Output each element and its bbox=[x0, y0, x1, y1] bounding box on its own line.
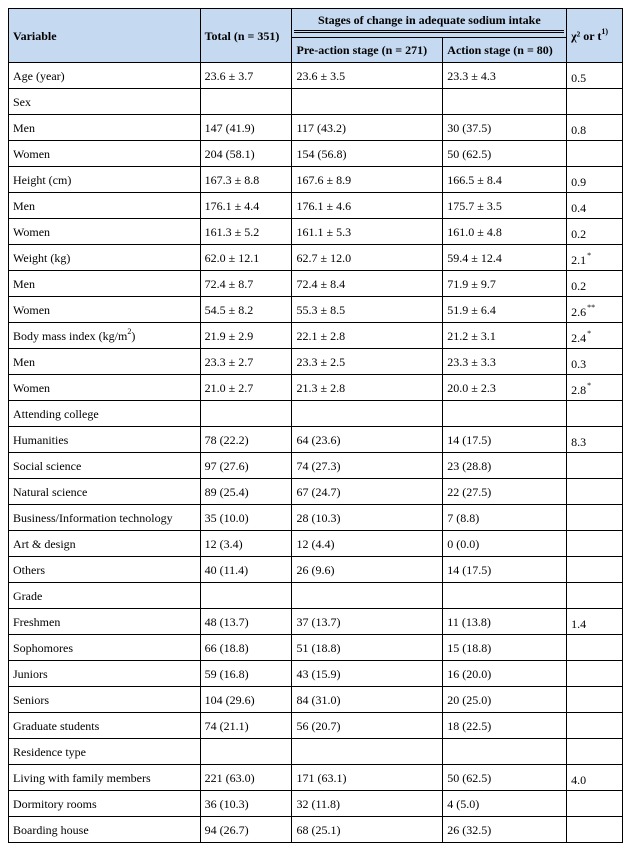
cell-statistic-value: 4.0 bbox=[571, 772, 587, 787]
table-row bbox=[9, 583, 623, 609]
cell-total: 59 (16.8) bbox=[200, 661, 292, 687]
cell-variable-text: Residence type bbox=[13, 744, 86, 759]
cell-total: 21.0 ± 2.7 bbox=[200, 375, 292, 401]
cell-pre-action: 51 (18.8) bbox=[292, 635, 443, 661]
header-stages-group-label: Stages of change in adequate sodium intake bbox=[294, 13, 564, 33]
cell-variable-text: Graduate students bbox=[13, 718, 100, 733]
cell-statistic bbox=[567, 401, 623, 427]
table-row bbox=[9, 713, 623, 739]
table-row bbox=[9, 271, 623, 297]
cell-total: 72.4 ± 8.7 bbox=[200, 271, 292, 297]
cell-variable bbox=[9, 375, 201, 401]
cell-variable-text: Sophomores bbox=[13, 640, 73, 655]
cell-statistic bbox=[567, 297, 623, 323]
cell-variable bbox=[9, 453, 201, 479]
cell-statistic bbox=[567, 375, 623, 401]
cell-pre-action: 22.1 ± 2.8 bbox=[292, 323, 443, 349]
cell-action: 175.7 ± 3.5 bbox=[443, 193, 567, 219]
cell-pre-action: 67 (24.7) bbox=[292, 479, 443, 505]
cell-statistic bbox=[567, 349, 623, 375]
cell-total: 167.3 ± 8.8 bbox=[200, 167, 292, 193]
cell-variable-suffix: ) bbox=[131, 328, 136, 343]
cell-pre-action: 23.6 ± 3.5 bbox=[292, 63, 443, 89]
cell-action: 0 (0.0) bbox=[443, 531, 567, 557]
cell-action: 23.3 ± 4.3 bbox=[443, 63, 567, 89]
cell-total: 48 (13.7) bbox=[200, 609, 292, 635]
cell-significance-marker: ** bbox=[587, 302, 596, 312]
cell-variable bbox=[9, 791, 201, 817]
cell-statistic-value: 0.3 bbox=[571, 356, 587, 371]
table-row bbox=[9, 453, 623, 479]
table-row bbox=[9, 349, 623, 375]
table-row bbox=[9, 557, 623, 583]
cell-pre-action bbox=[292, 89, 443, 115]
cell-variable bbox=[9, 141, 201, 167]
header-statistic-label: χ² or t bbox=[571, 28, 602, 43]
cell-variable bbox=[9, 193, 201, 219]
cell-variable-text: Boarding house bbox=[13, 822, 89, 837]
cell-total: 12 (3.4) bbox=[200, 531, 292, 557]
table-row bbox=[9, 479, 623, 505]
cell-action: 14 (17.5) bbox=[443, 427, 567, 453]
cell-action: 4 (5.0) bbox=[443, 791, 567, 817]
cell-pre-action: 64 (23.6) bbox=[292, 427, 443, 453]
cell-total: 176.1 ± 4.4 bbox=[200, 193, 292, 219]
cell-pre-action: 72.4 ± 8.4 bbox=[292, 271, 443, 297]
cell-total bbox=[200, 739, 292, 765]
table-row bbox=[9, 141, 623, 167]
cell-total: 36 (10.3) bbox=[200, 791, 292, 817]
cell-variable-text: Juniors bbox=[13, 666, 48, 681]
cell-variable bbox=[9, 297, 201, 323]
cell-action: 23 (28.8) bbox=[443, 453, 567, 479]
cell-total: 35 (10.0) bbox=[200, 505, 292, 531]
cell-variable-text: Freshmen bbox=[13, 614, 61, 629]
cell-variable bbox=[9, 219, 201, 245]
cell-variable-text: Men bbox=[13, 120, 35, 135]
cell-statistic-value: 1.4 bbox=[571, 616, 587, 631]
cell-statistic-value: 0.2 bbox=[571, 226, 587, 241]
cell-pre-action: 68 (25.1) bbox=[292, 817, 443, 843]
cell-statistic-value: 0.8 bbox=[571, 122, 587, 137]
cell-statistic bbox=[567, 687, 623, 713]
cell-total: 40 (11.4) bbox=[200, 557, 292, 583]
cell-variable bbox=[9, 765, 201, 791]
cell-variable bbox=[9, 713, 201, 739]
cell-pre-action: 23.3 ± 2.5 bbox=[292, 349, 443, 375]
cell-action: 71.9 ± 9.7 bbox=[443, 271, 567, 297]
cell-total: 23.6 ± 3.7 bbox=[200, 63, 292, 89]
cell-variable bbox=[9, 349, 201, 375]
cell-action: 16 (20.0) bbox=[443, 661, 567, 687]
header-variable: Variable bbox=[9, 9, 201, 63]
cell-variable bbox=[9, 479, 201, 505]
cell-variable-text: Women bbox=[13, 380, 51, 395]
table-row bbox=[9, 609, 623, 635]
cell-variable-text: Sex bbox=[13, 94, 31, 109]
cell-variable-text: Men bbox=[13, 276, 35, 291]
table-row bbox=[9, 635, 623, 661]
cell-variable bbox=[9, 401, 201, 427]
cell-variable bbox=[9, 89, 201, 115]
cell-statistic bbox=[567, 479, 623, 505]
cell-variable bbox=[9, 661, 201, 687]
cell-action: 14 (17.5) bbox=[443, 557, 567, 583]
cell-statistic bbox=[567, 245, 623, 271]
cell-variable-text: Women bbox=[13, 146, 51, 161]
table-row bbox=[9, 739, 623, 765]
cell-variable bbox=[9, 323, 201, 349]
cell-variable-text: Age (year) bbox=[13, 68, 65, 83]
cell-action: 20.0 ± 2.3 bbox=[443, 375, 567, 401]
cell-variable-superscript: 2 bbox=[127, 326, 132, 336]
cell-variable-text: Body mass index (kg/m bbox=[13, 328, 128, 343]
cell-statistic-value: 0.9 bbox=[571, 174, 587, 189]
cell-total: 221 (63.0) bbox=[200, 765, 292, 791]
cell-variable-text: Grade bbox=[13, 588, 43, 603]
cell-action: 11 (13.8) bbox=[443, 609, 567, 635]
cell-significance-marker: * bbox=[587, 250, 592, 260]
cell-pre-action: 161.1 ± 5.3 bbox=[292, 219, 443, 245]
cell-statistic bbox=[567, 765, 623, 791]
cell-total: 161.3 ± 5.2 bbox=[200, 219, 292, 245]
cell-action: 20 (25.0) bbox=[443, 687, 567, 713]
cell-total: 204 (58.1) bbox=[200, 141, 292, 167]
cell-total bbox=[200, 401, 292, 427]
cell-pre-action bbox=[292, 739, 443, 765]
cell-action: 50 (62.5) bbox=[443, 141, 567, 167]
cell-pre-action: 43 (15.9) bbox=[292, 661, 443, 687]
table-row bbox=[9, 687, 623, 713]
cell-variable-text: Natural science bbox=[13, 484, 88, 499]
table-row bbox=[9, 167, 623, 193]
cell-pre-action: 37 (13.7) bbox=[292, 609, 443, 635]
cell-variable bbox=[9, 609, 201, 635]
cell-variable bbox=[9, 167, 201, 193]
cell-variable-text: Others bbox=[13, 562, 45, 577]
cell-pre-action: 26 (9.6) bbox=[292, 557, 443, 583]
cell-total bbox=[200, 583, 292, 609]
header-total: Total (n = 351) bbox=[200, 9, 292, 63]
cell-pre-action: 74 (27.3) bbox=[292, 453, 443, 479]
cell-total: 23.3 ± 2.7 bbox=[200, 349, 292, 375]
cell-statistic-value: 0.5 bbox=[571, 70, 587, 85]
cell-action: 22 (27.5) bbox=[443, 479, 567, 505]
cell-pre-action: 176.1 ± 4.6 bbox=[292, 193, 443, 219]
cell-statistic bbox=[567, 739, 623, 765]
cell-action: 30 (37.5) bbox=[443, 115, 567, 141]
cell-action: 23.3 ± 3.3 bbox=[443, 349, 567, 375]
table-row bbox=[9, 193, 623, 219]
cell-pre-action: 21.3 ± 2.8 bbox=[292, 375, 443, 401]
table-row bbox=[9, 89, 623, 115]
cell-action: 161.0 ± 4.8 bbox=[443, 219, 567, 245]
cell-variable-text: Seniors bbox=[13, 692, 49, 707]
cell-statistic bbox=[567, 193, 623, 219]
cell-action: 51.9 ± 6.4 bbox=[443, 297, 567, 323]
cell-pre-action: 117 (43.2) bbox=[292, 115, 443, 141]
table-row bbox=[9, 219, 623, 245]
cell-action: 21.2 ± 3.1 bbox=[443, 323, 567, 349]
cell-pre-action bbox=[292, 401, 443, 427]
table-body bbox=[9, 63, 623, 843]
table-row bbox=[9, 115, 623, 141]
cell-variable-text: Women bbox=[13, 302, 51, 317]
cell-variable-text: Women bbox=[13, 224, 51, 239]
cell-pre-action: 171 (63.1) bbox=[292, 765, 443, 791]
table-row bbox=[9, 297, 623, 323]
cell-total: 66 (18.8) bbox=[200, 635, 292, 661]
cell-variable bbox=[9, 817, 201, 843]
cell-statistic bbox=[567, 817, 623, 843]
cell-variable bbox=[9, 739, 201, 765]
cell-variable bbox=[9, 505, 201, 531]
cell-variable-text: Attending college bbox=[13, 406, 99, 421]
cell-total bbox=[200, 89, 292, 115]
cell-total: 97 (27.6) bbox=[200, 453, 292, 479]
cell-total: 78 (22.2) bbox=[200, 427, 292, 453]
cell-variable bbox=[9, 271, 201, 297]
header-statistic-footnote: 1) bbox=[601, 26, 609, 36]
cell-statistic-value: 2.6 bbox=[571, 304, 587, 319]
table-row bbox=[9, 245, 623, 271]
table-row bbox=[9, 427, 623, 453]
cell-variable bbox=[9, 687, 201, 713]
cell-pre-action: 84 (31.0) bbox=[292, 687, 443, 713]
cell-statistic bbox=[567, 453, 623, 479]
cell-pre-action: 167.6 ± 8.9 bbox=[292, 167, 443, 193]
cell-total: 104 (29.6) bbox=[200, 687, 292, 713]
cell-statistic bbox=[567, 89, 623, 115]
cell-statistic bbox=[567, 271, 623, 297]
cell-pre-action: 154 (56.8) bbox=[292, 141, 443, 167]
cell-action: 50 (62.5) bbox=[443, 765, 567, 791]
cell-variable-text: Men bbox=[13, 354, 35, 369]
cell-pre-action: 28 (10.3) bbox=[292, 505, 443, 531]
cell-total: 147 (41.9) bbox=[200, 115, 292, 141]
cell-pre-action: 32 (11.8) bbox=[292, 791, 443, 817]
cell-variable-text: Social science bbox=[13, 458, 82, 473]
cell-action bbox=[443, 89, 567, 115]
header-action: Action stage (n = 80) bbox=[443, 38, 567, 63]
cell-statistic bbox=[567, 583, 623, 609]
cell-statistic-value: 8.3 bbox=[571, 434, 587, 449]
cell-variable bbox=[9, 635, 201, 661]
cell-significance-marker: * bbox=[587, 328, 592, 338]
header-stages-group bbox=[292, 9, 567, 38]
cell-statistic bbox=[567, 609, 623, 635]
cell-statistic bbox=[567, 791, 623, 817]
cell-action bbox=[443, 401, 567, 427]
cell-significance-marker: * bbox=[587, 380, 592, 390]
cell-variable-text: Art & design bbox=[13, 536, 76, 551]
cell-pre-action: 56 (20.7) bbox=[292, 713, 443, 739]
cell-statistic-value: 2.8 bbox=[571, 382, 587, 397]
cell-total: 21.9 ± 2.9 bbox=[200, 323, 292, 349]
cell-action bbox=[443, 739, 567, 765]
cell-statistic bbox=[567, 63, 623, 89]
table-header bbox=[9, 9, 623, 63]
cell-statistic bbox=[567, 557, 623, 583]
cell-variable bbox=[9, 427, 201, 453]
table-row bbox=[9, 401, 623, 427]
cell-statistic-value: 0.2 bbox=[571, 278, 587, 293]
cell-statistic bbox=[567, 531, 623, 557]
cell-statistic bbox=[567, 635, 623, 661]
table-row bbox=[9, 375, 623, 401]
cell-statistic bbox=[567, 219, 623, 245]
cell-action: 18 (22.5) bbox=[443, 713, 567, 739]
cell-variable bbox=[9, 583, 201, 609]
cell-action: 166.5 ± 8.4 bbox=[443, 167, 567, 193]
cell-variable-text: Humanities bbox=[13, 432, 69, 447]
cell-action bbox=[443, 583, 567, 609]
cell-pre-action: 62.7 ± 12.0 bbox=[292, 245, 443, 271]
cell-total: 62.0 ± 12.1 bbox=[200, 245, 292, 271]
cell-variable-text: Dormitory rooms bbox=[13, 796, 97, 811]
cell-statistic-value: 2.4 bbox=[571, 330, 587, 345]
table-row bbox=[9, 765, 623, 791]
cell-statistic-value: 2.1 bbox=[571, 252, 587, 267]
cell-variable bbox=[9, 63, 201, 89]
cell-action: 7 (8.8) bbox=[443, 505, 567, 531]
characteristics-table bbox=[8, 8, 623, 843]
header-pre-action: Pre-action stage (n = 271) bbox=[292, 38, 443, 63]
table-row bbox=[9, 63, 623, 89]
cell-variable-text: Height (cm) bbox=[13, 172, 72, 187]
cell-total: 74 (21.1) bbox=[200, 713, 292, 739]
cell-variable bbox=[9, 245, 201, 271]
cell-variable-text: Business/Information technology bbox=[13, 510, 173, 525]
table-row bbox=[9, 791, 623, 817]
cell-statistic bbox=[567, 167, 623, 193]
cell-pre-action bbox=[292, 583, 443, 609]
cell-variable-text: Men bbox=[13, 198, 35, 213]
table-row bbox=[9, 817, 623, 843]
cell-statistic bbox=[567, 427, 623, 453]
cell-variable bbox=[9, 115, 201, 141]
cell-statistic bbox=[567, 323, 623, 349]
cell-pre-action: 55.3 ± 8.5 bbox=[292, 297, 443, 323]
cell-total: 89 (25.4) bbox=[200, 479, 292, 505]
cell-statistic bbox=[567, 505, 623, 531]
cell-statistic bbox=[567, 141, 623, 167]
cell-variable bbox=[9, 531, 201, 557]
cell-total: 54.5 ± 8.2 bbox=[200, 297, 292, 323]
cell-variable-text: Living with family members bbox=[13, 770, 151, 785]
cell-action: 26 (32.5) bbox=[443, 817, 567, 843]
cell-statistic bbox=[567, 713, 623, 739]
cell-total: 94 (26.7) bbox=[200, 817, 292, 843]
cell-action: 59.4 ± 12.4 bbox=[443, 245, 567, 271]
cell-action: 15 (18.8) bbox=[443, 635, 567, 661]
table-row bbox=[9, 323, 623, 349]
table-row bbox=[9, 531, 623, 557]
cell-pre-action: 12 (4.4) bbox=[292, 531, 443, 557]
cell-statistic bbox=[567, 115, 623, 141]
cell-variable bbox=[9, 557, 201, 583]
cell-statistic-value: 0.4 bbox=[571, 200, 587, 215]
table-row bbox=[9, 661, 623, 687]
cell-statistic bbox=[567, 661, 623, 687]
header-statistic bbox=[567, 9, 623, 63]
table-row bbox=[9, 505, 623, 531]
cell-variable-text: Weight (kg) bbox=[13, 250, 71, 265]
